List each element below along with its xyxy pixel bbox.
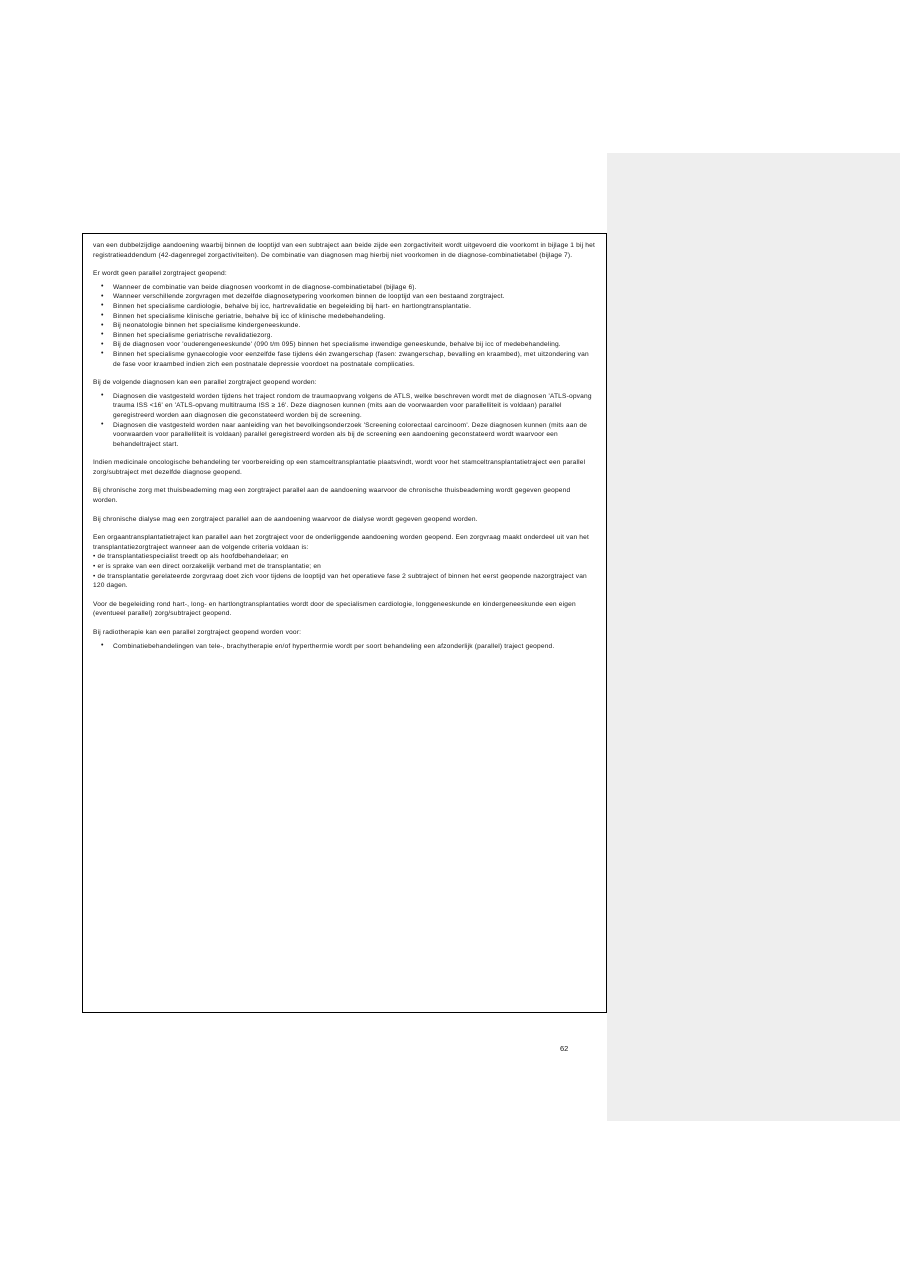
paragraph-radiotherapie-lead: Bij radiotherapie kan een parallel zorgtraject geopend worden voor: bbox=[93, 629, 302, 636]
paragraph-intro: van een dubbelzijdige aandoening waarbij binnen de looptijd van een subtraject aan beide zijde een zorgactiviteit wordt uitgevoerd die voorkomt in bijlage 1 bij het registratieaddendum (42-dagenregel zorgactiviteiten). De combinatie van diagnosen mag hierbij niet voorkomen in de diagnose-combinatietabel (bijlage 7). bbox=[93, 242, 596, 259]
list-item: • Combinatiebehandelingen van tele-, brachytherapie en/of hyperthermie wordt per soort behandeling een afzonderlijk (parallel) traject geopend. bbox=[93, 642, 596, 652]
list-item: • de transplantatiespecialist treedt op als hoofdbehandelaar; en bbox=[93, 553, 289, 561]
list-item: • er is sprake van een direct oorzakelijk verband met de transplantatie; en bbox=[93, 563, 322, 571]
paragraph-geen-parallel-lead: Er wordt geen parallel zorgtraject geopend: bbox=[93, 270, 227, 278]
list-item: • de transplantatie gerelateerde zorgvraag doet zich voor tijdens de looptijd van het operatieve fase 2 subtraject of binnen het eerst geopende nazorgtraject van 120 dagen. bbox=[93, 572, 587, 590]
list-item: • Wanneer de combinatie van beide diagnosen voorkomt in de diagnose-combinatietabel (bijlage 6). bbox=[93, 283, 596, 293]
list-item: • Binnen het specialisme cardiologie, behalve bij icc, hartrevalidatie en begeleiding bij hart- en hartlongtransplantatie. bbox=[93, 302, 596, 312]
list-item: • Diagnosen die vastgesteld worden tijdens het traject rondom de traumaopvang volgens de ATLS, welke beschreven wordt met de diagnosen 'ATLS-opvang trauma ISS <16' en 'ATLS-opvang multitrauma ISS ≥ 16'. Deze diagnosen kunnen (mits aan de voorwaarden voor parallelliteit is voldaan) parallel geregistreerd worden aan diagnosen die geconstateerd worden bij de screening. bbox=[93, 392, 596, 421]
list-item: • Binnen het specialisme klinische geriatrie, behalve bij icc of klinische medebehandeling. bbox=[93, 312, 596, 322]
list-item: • Bij neonatologie binnen het specialisme kindergeneeskunde. bbox=[93, 321, 596, 331]
paragraph-begeleiding: Voor de begeleiding rond hart-, long- en hartlongtransplantaties wordt door de specialismen cardiologie, longgeneeskunde en kindergeneeskunde een eigen (eventueel parallel) zorg/subtraject geopend. bbox=[93, 600, 576, 618]
paragraph-orgaantransplantatie: Een orgaantransplantatietraject kan parallel aan het zorgtraject voor de onderliggende aandoening worden geopend. Een zorgvraag maakt onderdeel uit van het transplantatiezorgtraject wanneer aan de volgende criteria voldaan is: bbox=[93, 534, 590, 551]
list-item: • Wanneer verschillende zorgvragen met dezelfde diagnosetypering voorkomen binnen de looptijd van een bestaand zorgtraject. bbox=[93, 292, 596, 302]
paragraph-thuisbeademing: Bij chronische zorg met thuisbeademing mag een zorgtraject parallel aan de aandoening waarvoor de chronische thuisbeademing wordt gegeven geopend worden. bbox=[93, 487, 571, 505]
paragraph-dialyse: Bij chronische dialyse mag een zorgtraject parallel aan de aandoening waarvoor de dialyse wordt gegeven geopend worden. bbox=[93, 515, 478, 523]
list-criteria bbox=[93, 552, 596, 590]
list-geen-parallel bbox=[93, 283, 596, 369]
page-side-band bbox=[607, 153, 900, 1121]
list-wel-parallel bbox=[93, 392, 596, 450]
list-radiotherapie bbox=[93, 642, 596, 652]
document-text-frame bbox=[82, 233, 607, 1013]
list-item: • Binnen het specialisme gynaecologie voor eenzelfde fase tijdens één zwangerschap (fasen: zwangerschap, bevalling en kraambed), met uitzondering van de fase voor kraambed indien zich een postnatale depressie voordoet na postnatale complicaties. bbox=[93, 350, 596, 369]
list-item: • Diagnosen die vastgesteld worden naar aanleiding van het bevolkingsonderzoek 'Screening colorectaal carcinoom'. Deze diagnosen kunnen (mits aan de voorwaarden voor parallelliteit is voldaan) parallel geregistreerd worden als bij de screening een aandoening geconstateerd wordt waarvoor een behandeltraject start. bbox=[93, 421, 596, 450]
list-item: • Bij de diagnosen voor 'ouderengeneeskunde' (090 t/m 095) binnen het specialisme inwendige geneeskunde, behalve bij icc of medebehandeling. bbox=[93, 340, 596, 350]
page-number: 62 bbox=[560, 1044, 569, 1053]
paragraph-wel-parallel-lead: Bij de volgende diagnosen kan een parallel zorgtraject geopend worden: bbox=[93, 379, 317, 387]
document-body bbox=[93, 241, 596, 651]
list-item: • Binnen het specialisme geriatrische revalidatiezorg. bbox=[93, 331, 596, 341]
paragraph-stamcel: Indien medicinale oncologische behandeling ter voorbereiding op een stamceltransplantatie plaatsvindt, wordt voor het stamceltransplantatietraject een parallel zorg/subtraject met dezelfde diagnose geopend. bbox=[93, 459, 586, 476]
